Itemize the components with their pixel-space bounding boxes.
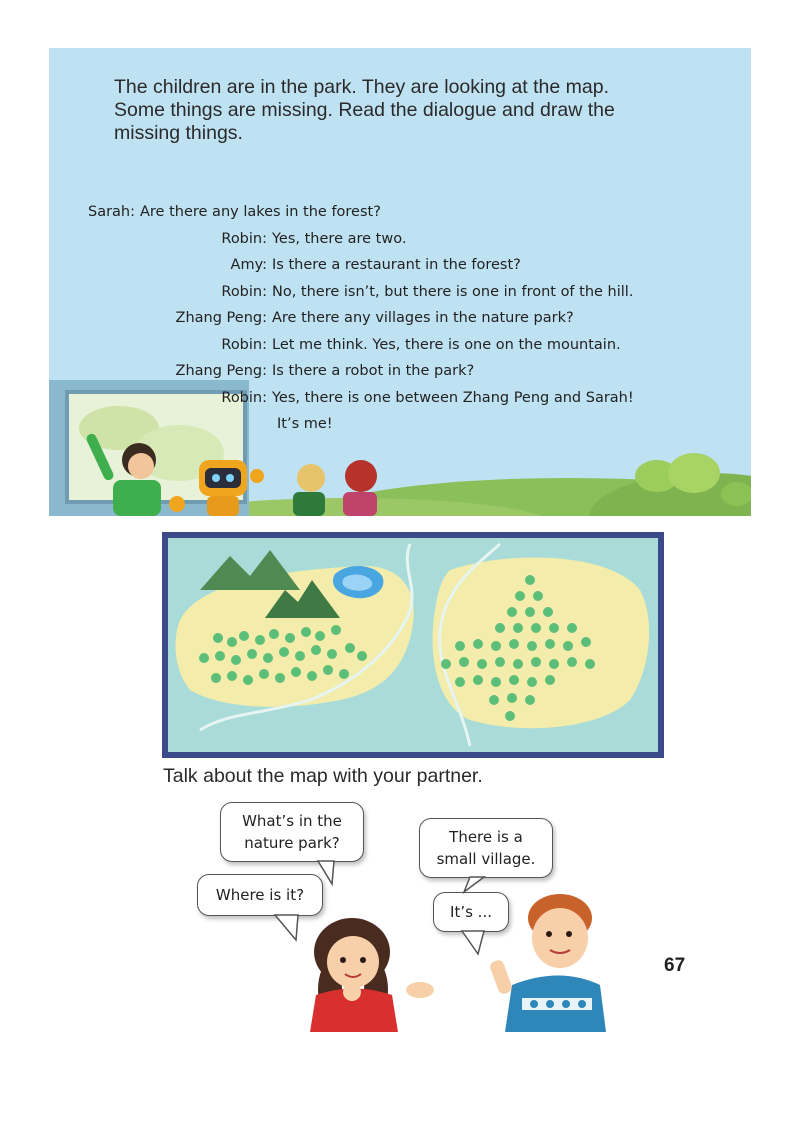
speaker: Zhang Peng: — [175, 363, 267, 379]
line-text: Are there any villages in the nature park? — [272, 310, 574, 326]
speech-bubble-question-2: Where is it? — [197, 874, 323, 916]
speaker: Zhang Peng: — [175, 310, 267, 326]
speaker: Amy: — [230, 257, 267, 273]
bubble-line: There is a — [449, 828, 523, 846]
bubble-line: small village. — [436, 850, 536, 868]
bubble-line: nature park? — [244, 834, 340, 852]
bubble-line: What’s in the — [242, 812, 342, 830]
speaker: Robin: — [221, 231, 267, 247]
line-text: Yes, there is one between Zhang Peng and Sarah! — [272, 390, 634, 406]
line-text: Yes, there are two. — [272, 231, 407, 247]
speaker: Robin: — [221, 390, 267, 406]
instruction-text: The children are in the park. They are looking at the map. Some things are missing. Read the dialogue and draw the missing things. — [114, 76, 615, 144]
line-text: Is there a restaurant in the forest? — [272, 257, 521, 273]
line-text: Is there a robot in the park? — [272, 363, 475, 379]
line-text: No, there isn’t, but there is one in front of the hill. — [272, 284, 634, 300]
line-text: Let me think. Yes, there is one on the mountain. — [272, 337, 621, 353]
line-text: It’s me! — [277, 416, 333, 432]
speech-bubble-question-1 — [220, 802, 364, 862]
page-number: 67 — [664, 955, 686, 976]
nature-park-map — [160, 530, 666, 760]
speaker: Sarah: — [87, 204, 135, 220]
speech-bubble-answer-2: It’s ... — [433, 892, 509, 932]
speaker: Robin: — [221, 337, 267, 353]
talk-instruction: Talk about the map with your partner. — [163, 765, 483, 787]
speaker: Robin: — [221, 284, 267, 300]
line-text: Are there any lakes in the forest? — [140, 204, 381, 220]
speech-bubble-answer-1 — [419, 818, 553, 878]
